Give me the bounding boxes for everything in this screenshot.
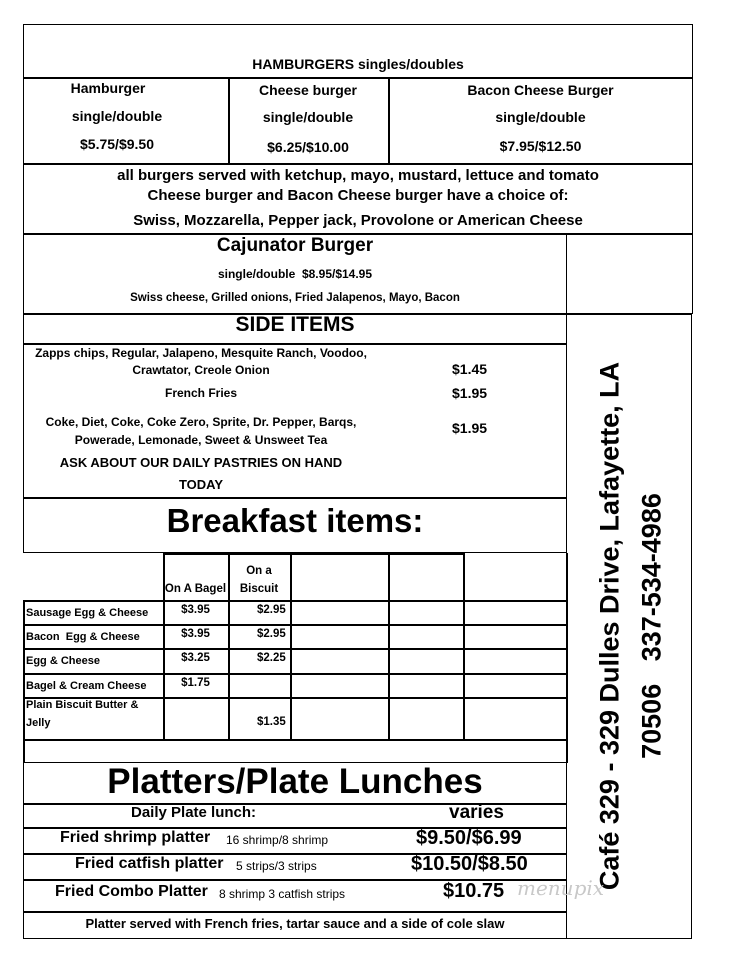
burger-price: $5.75/$9.50 bbox=[80, 136, 154, 152]
column-header-bagel: On A Bagel bbox=[164, 583, 227, 595]
platter-price: $10.75 bbox=[443, 880, 505, 902]
side-item-line: Zapps chips, Regular, Jalapeno, Mesquite Ranch, Voodoo, bbox=[35, 346, 367, 360]
divider bbox=[163, 553, 165, 739]
breakfast-item-name: Sausage Egg & Cheese bbox=[26, 607, 149, 619]
burger-name: Hamburger bbox=[70, 80, 146, 96]
cajunator-price: single/double $8.95/$14.95 bbox=[217, 267, 373, 281]
hamburgers-header: HAMBURGERS singles/doubles bbox=[252, 56, 464, 72]
side-item-price: $1.45 bbox=[452, 361, 488, 377]
breakfast-biscuit-price: $2.95 bbox=[257, 604, 286, 616]
burger-note: all burgers served with ketchup, mayo, mustard, lettuce and tomato bbox=[117, 167, 599, 184]
breakfast-bagel-price: $3.95 bbox=[181, 604, 210, 616]
divider bbox=[388, 553, 390, 739]
side-item-line: Crawtator, Creole Onion bbox=[132, 363, 270, 377]
divider bbox=[463, 553, 465, 739]
column-header-biscuit: On a bbox=[246, 565, 272, 577]
platter-detail: 8 shrimp 3 catfish strips bbox=[219, 887, 346, 901]
divider bbox=[23, 673, 567, 675]
divider bbox=[228, 553, 230, 739]
daily-plate-price: varies bbox=[449, 802, 504, 823]
cajunator-title: Cajunator Burger bbox=[216, 235, 374, 256]
divider bbox=[23, 624, 567, 626]
breakfast-bagel-price: $3.95 bbox=[181, 628, 210, 640]
platter-detail: 5 strips/3 strips bbox=[236, 859, 317, 873]
daily-plate-label: Daily Plate lunch: bbox=[131, 804, 257, 821]
side-item-price: $1.95 bbox=[452, 420, 488, 436]
breakfast-item-name: Jelly bbox=[26, 717, 51, 729]
cajunator-toppings: Swiss cheese, Grilled onions, Fried Jalapenos, Mayo, Bacon bbox=[130, 292, 460, 304]
divider bbox=[23, 77, 693, 79]
burger-note: Swiss, Mozzarella, Pepper jack, Provolone or American Cheese bbox=[133, 212, 583, 229]
divider bbox=[23, 343, 567, 345]
platter-name: Fried shrimp platter bbox=[60, 829, 211, 846]
platters-title: Platters/Plate Lunches bbox=[107, 762, 483, 801]
side-items-title: SIDE ITEMS bbox=[235, 313, 355, 336]
side-item-line: Coke, Diet, Coke, Coke Zero, Sprite, Dr. Pepper, Barqs, bbox=[45, 415, 357, 429]
divider bbox=[23, 739, 567, 741]
burger-name: Cheese burger bbox=[258, 82, 358, 98]
cafe-zip-phone: 70506 337-534-4986 bbox=[636, 493, 667, 759]
column-header-biscuit: Biscuit bbox=[239, 583, 279, 595]
pastries-note: TODAY bbox=[178, 477, 224, 492]
divider bbox=[23, 163, 693, 165]
burger-size: single/double bbox=[495, 109, 586, 125]
breakfast-item-name: Plain Biscuit Butter & bbox=[26, 699, 139, 711]
divider bbox=[23, 648, 567, 650]
burger-price: $6.25/$10.00 bbox=[267, 139, 349, 155]
platter-name: Fried Combo Platter bbox=[55, 883, 208, 900]
breakfast-biscuit-price: $2.25 bbox=[257, 652, 286, 664]
cafe-address: Café 329 - 329 Dulles Drive, Lafayette, LA bbox=[594, 361, 625, 891]
side-item-price: $1.95 bbox=[452, 385, 488, 401]
side-item-line: French Fries bbox=[164, 386, 238, 400]
burger-price: $7.95/$12.50 bbox=[499, 138, 582, 154]
platters-footer: Platter served with French fries, tartar sauce and a side of cole slaw bbox=[85, 916, 505, 931]
breakfast-biscuit-price: $2.95 bbox=[257, 628, 286, 640]
burger-size: single/double bbox=[71, 108, 163, 124]
breakfast-item-name: Egg & Cheese bbox=[26, 655, 100, 667]
cafe-info-box bbox=[566, 314, 692, 939]
divider bbox=[23, 911, 567, 913]
burger-name: Bacon Cheese Burger bbox=[467, 82, 614, 98]
breakfast-title: Breakfast items: bbox=[166, 502, 424, 539]
platter-name: Fried catfish platter bbox=[75, 855, 224, 872]
divider bbox=[23, 600, 567, 602]
divider bbox=[23, 600, 25, 763]
breakfast-item-name: Bacon Egg & Cheese bbox=[26, 631, 140, 643]
watermark-logo: menupix bbox=[517, 876, 605, 900]
burger-note: Cheese burger and Bacon Cheese burger have a choice of: bbox=[147, 187, 569, 204]
breakfast-bagel-price: $1.75 bbox=[181, 677, 210, 689]
breakfast-item-name: Bagel & Cream Cheese bbox=[26, 680, 147, 692]
side-items-section bbox=[23, 314, 567, 499]
divider bbox=[290, 553, 292, 739]
pastries-note: ASK ABOUT OUR DAILY PASTRIES ON HAND bbox=[59, 455, 343, 470]
platter-price: $10.50/$8.50 bbox=[411, 853, 528, 875]
divider bbox=[163, 553, 464, 555]
platter-detail: 16 shrimp/8 shrimp bbox=[226, 833, 329, 847]
breakfast-biscuit-price: $1.35 bbox=[257, 716, 286, 728]
burger-size: single/double bbox=[262, 109, 354, 125]
platter-price: $9.50/$6.99 bbox=[416, 827, 522, 849]
side-item-line: Powerade, Lemonade, Sweet & Unsweet Tea bbox=[74, 433, 328, 447]
breakfast-bagel-price: $3.25 bbox=[181, 652, 210, 664]
